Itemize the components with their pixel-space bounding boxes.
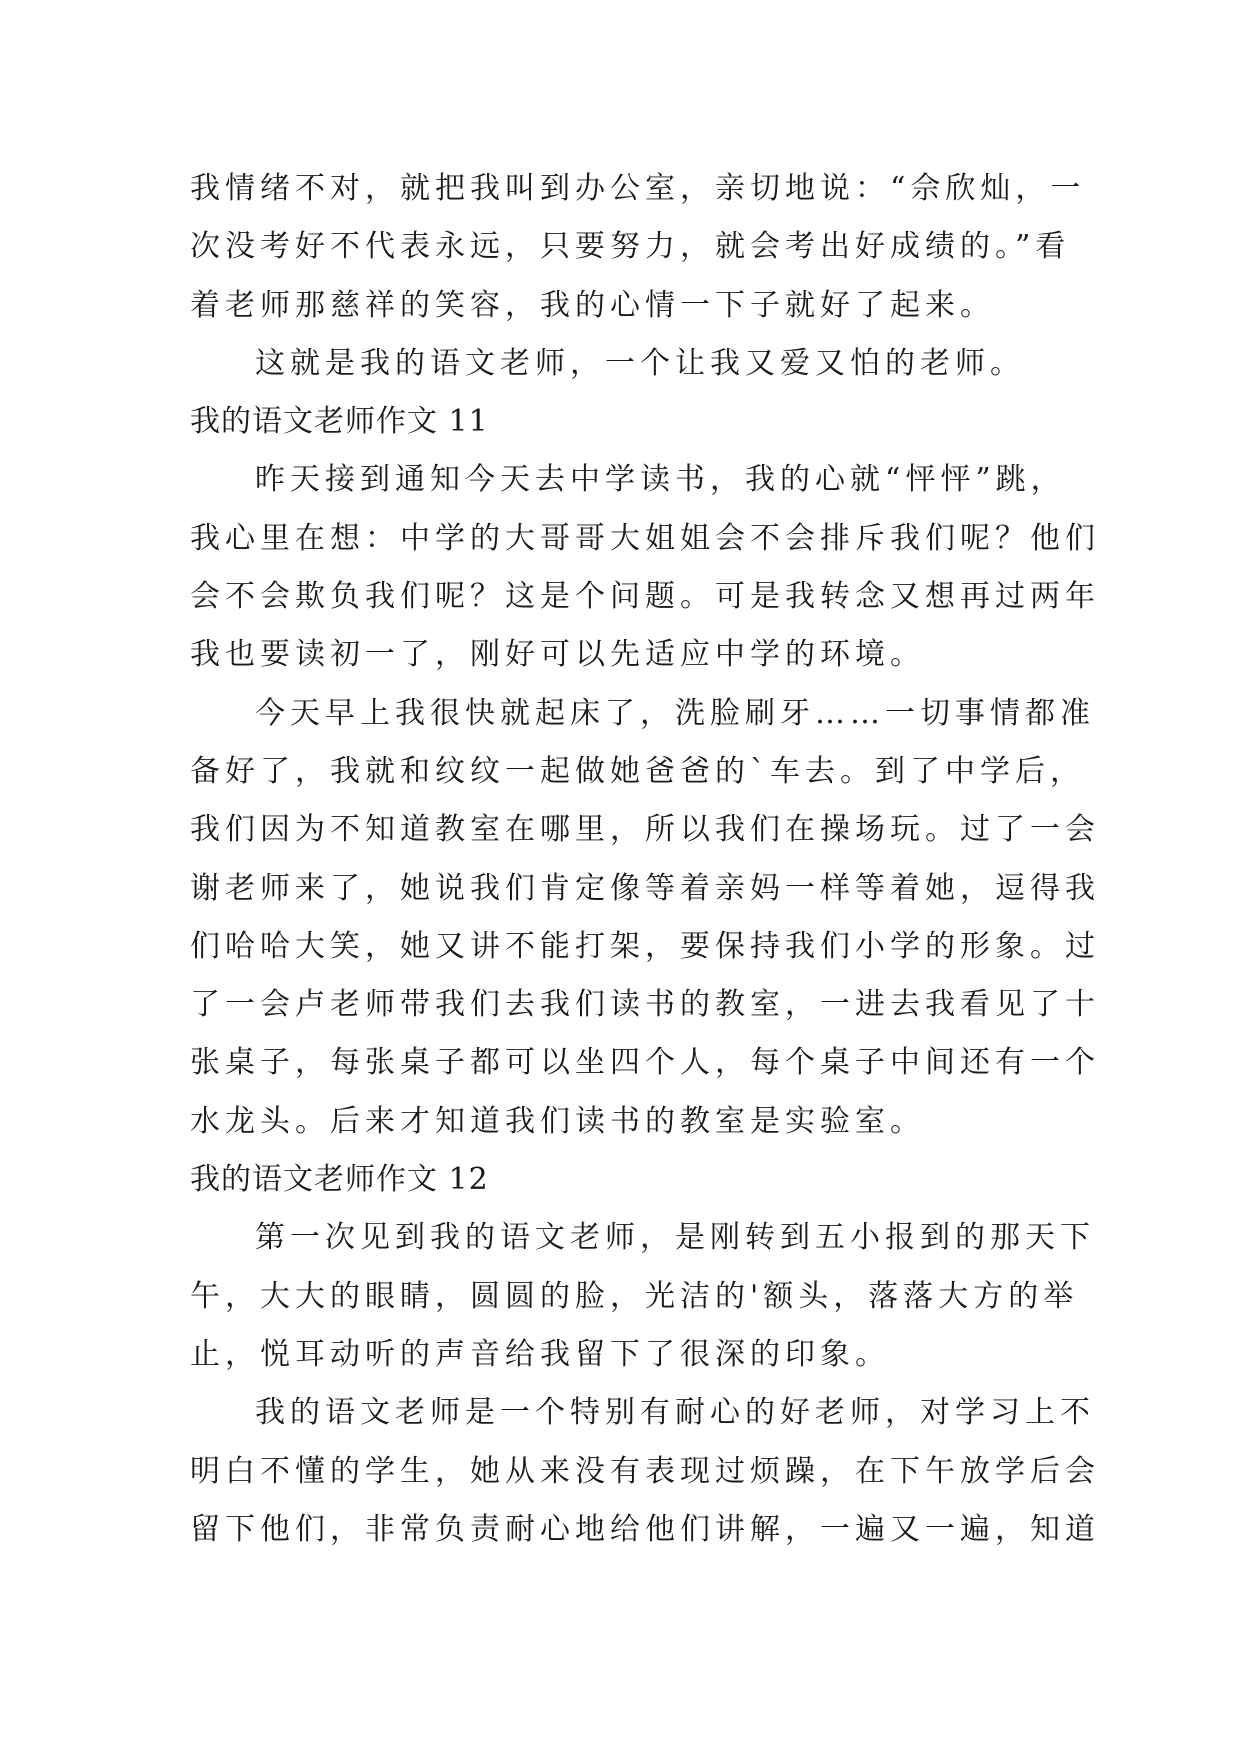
text-line: 今天早上我很快就起床了，洗脸刷牙……一切事情都准 <box>255 695 1095 731</box>
section-heading: 我的语文老师作文 11 <box>190 404 489 440</box>
paragraph <box>190 685 1100 1151</box>
text-line: 我们因为不知道教室在哪里，所以我们在操场玩。过了一会 <box>190 812 1100 848</box>
text-line: 了一会卢老师带我们去我们读书的教室，一进去我看见了十 <box>190 987 1100 1023</box>
text-line: 我的语文老师是一个特别有耐心的好老师，对学习上不 <box>255 1395 1095 1431</box>
text-line: 昨天接到通知今天去中学读书，我的心就“怦怦”跳， <box>255 462 1066 498</box>
text-line: 张桌子，每张桌子都可以坐四个人，每个桌子中间还有一个 <box>190 1045 1100 1081</box>
paragraph <box>190 1384 1100 1559</box>
text-line: 午，大大的眼睛，圆圆的脸，光洁的'额头，落落大方的举 <box>190 1278 1079 1314</box>
paragraph <box>190 335 1060 393</box>
text-line: 们哈哈大笑，她又讲不能打架，要保持我们小学的形象。过 <box>190 928 1100 964</box>
text-line: 会不会欺负我们呢？这是个问题。可是我转念又想再过两年 <box>190 579 1100 615</box>
text-line: 止，悦耳动听的声音给我留下了很深的印象。 <box>190 1336 890 1372</box>
text-line: 次没考好不代表永远，只要努力，就会考出好成绩的。”看 <box>190 229 1071 265</box>
text-line: 谢老师来了，她说我们肯定像等着亲妈一样等着她，逗得我 <box>190 870 1100 906</box>
text-line: 明白不懂的学生，她从来没有表现过烦躁，在下午放学后会 <box>190 1453 1100 1489</box>
paragraph <box>190 451 1100 684</box>
paragraph <box>190 1209 1095 1384</box>
text-line: 留下他们，非常负责耐心地给他们讲解，一遍又一遍，知道 <box>190 1511 1100 1547</box>
text-line: 我也要读初一了，刚好可以先适应中学的环境。 <box>190 637 925 673</box>
text-line: 第一次见到我的语文老师，是刚转到五小报到的那天下 <box>255 1220 1095 1256</box>
text-line: 我情绪不对，就把我叫到办公室，亲切地说：“佘欣灿，一 <box>190 171 1086 206</box>
text-line: 备好了，我就和纹纹一起做她爸爸的`车去。到了中学后， <box>190 753 1085 789</box>
document-page <box>190 160 1100 1559</box>
text-line: 着老师那慈祥的笑容，我的心情一下子就好了起来。 <box>190 287 995 323</box>
paragraph <box>190 160 1086 335</box>
text-line: 这就是我的语文老师，一个让我又爱又怕的老师。 <box>255 345 1025 381</box>
text-line: 水龙头。后来才知道我们读书的教室是实验室。 <box>190 1103 925 1139</box>
section-heading: 我的语文老师作文 12 <box>190 1162 489 1198</box>
text-line: 我心里在想：中学的大哥哥大姐姐会不会排斥我们呢？他们 <box>190 520 1100 556</box>
